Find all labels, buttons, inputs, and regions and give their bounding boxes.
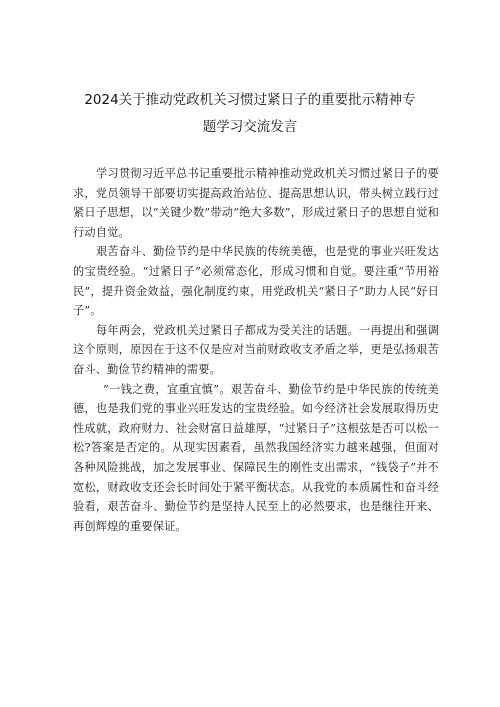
paragraph-4: “一钱之费，宜重宜慎”。艰苦奋斗、勤俭节约是中华民族的传统美德，也是我们党的事业兴旺发达的宝贵经验。如今经济社会发展取得历史性成就，政府财力、社会财富日益雄厚，“过紧日子”这根弦是否可以松一松?答案是否定的。从现实因素看，虽然我国经济实力越来越强，但面对各种风险挑战，加之发展事业、保障民生的刚性支出需求，“钱袋子”并不宽松，财政收支还会长时间处于紧平衡状态。从我党的本质属性和奋斗经验看，艰苦奋斗、勤俭节约是坚持人民至上的必然要求，也是继往开来、再创辉煌的重要保证。 [73,382,439,533]
paragraph-1: 学习贯彻习近平总书记重要批示精神推动党政机关习惯过紧日子的要求，党员领导干部要切实提高政治站位、提高思想认识，带头树立践行过紧日子思想，以“关键少数”带动“绝大多数”，形成过紧日子的思想自觉和行动自觉。 [73,167,439,239]
paragraph-3: 每年两会，党政机关过紧日子都成为受关注的话题。一再提出和强调这个原则，原因在于这不仅是应对当前财政收支矛盾之举，更是弘扬艰苦奋斗、勤俭节约精神的需要。 [73,323,439,376]
document-title-line-1: 2024关于推动党政机关习惯过紧日子的重要批示精神专 [84,92,416,108]
document-body [73,164,439,536]
document-title-line-2: 题学习交流发言 [202,119,298,135]
paragraph-2: 艰苦奋斗、勤俭节约是中华民族的传统美德，也是党的事业兴旺发达的宝贵经验。“过紧日子”必须常态化，形成习惯和自觉。要注重“节用裕民”，提升资金效益，强化制度约束，用党政机关“紧日子”助力人民“好日子”。 [73,245,439,318]
